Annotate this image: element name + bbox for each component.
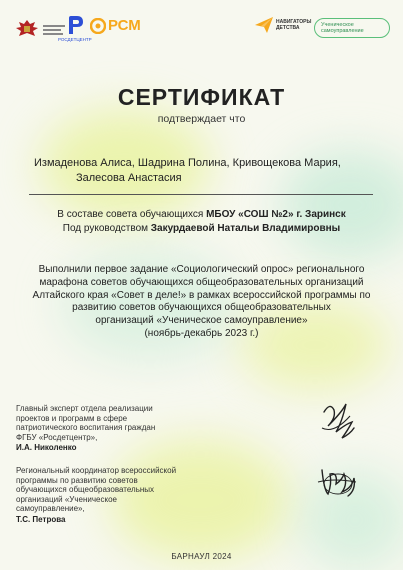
signatory-name: Т.С. Петрова (16, 514, 66, 524)
rsm-text: РСМ (108, 17, 141, 34)
task-line: марафона советов обучающихся общеобразовательных организаций (39, 276, 364, 288)
navigators-text: НАВИГАТОРЫ ДЕТСТВА (276, 19, 312, 31)
task-description (4, 264, 399, 341)
rsm-logo (90, 17, 141, 34)
council-line (0, 208, 403, 222)
names-line-1: Измаденова Алиса, Шадрина Полина, Кривощекова Мария, (34, 157, 341, 169)
signature-block-coordinator (16, 466, 236, 525)
signature-block-expert (16, 404, 236, 453)
names-line-2: Залесова Анастасия (76, 172, 182, 184)
signature-role-line: организаций «Ученическое (16, 494, 117, 504)
task-line: организаций «Ученическое самоуправление» (95, 315, 308, 327)
signature-role-line: Главный эксперт отдела реализации (16, 404, 153, 413)
leader-line (0, 222, 403, 236)
council-prefix: В составе совета обучающихся (57, 209, 207, 220)
handwritten-signature-1 (316, 398, 360, 448)
signature-role-line: патриотического воспитания граждан (16, 423, 156, 433)
header-logos (0, 0, 403, 62)
signatory-name: И.А. Николенко (16, 443, 77, 453)
paper-plane-icon (254, 16, 274, 34)
roskidcenter-icon (64, 14, 86, 36)
names-underline (29, 194, 373, 195)
certificate-title: СЕРТИФИКАТ (117, 84, 286, 110)
city-year: БАРНАУЛ 2024 (171, 552, 232, 561)
roskidcenter-logo (58, 14, 92, 42)
recipient-names (34, 156, 374, 186)
navigators-logo (254, 16, 316, 34)
school-name: МБОУ «СОШ №2» г. Заринск (206, 209, 346, 220)
self-government-text: Ученическое самоуправление (321, 21, 364, 34)
certificate-subtitle: подтверждает что (157, 113, 246, 125)
council-info (0, 208, 403, 235)
handwritten-signature-2 (314, 460, 360, 504)
task-line: (ноябрь-декабрь 2023 г.) (144, 327, 259, 339)
task-line: Алтайского края «Совет в деле!» в рамках всероссийской программы по (32, 289, 371, 301)
rsm-icon (90, 18, 106, 34)
leader-name: Закурдаевой Натальи Владимировны (150, 222, 341, 234)
leader-prefix: Под руководством (62, 222, 151, 234)
eagle-emblem-icon (13, 18, 41, 42)
signature-role-line: программы по развитию советов (16, 475, 138, 485)
signature-role-line: самоуправление», (16, 504, 85, 514)
self-government-logo (314, 18, 390, 38)
signature-role-line: Региональный координатор всероссийской (16, 466, 177, 475)
signature-role-line: проектов и программ в сфере (16, 413, 128, 423)
task-line: Выполнили первое задание «Социологический опрос» регионального (38, 264, 365, 275)
task-line: развитию советов обучающихся общеобразовательных (72, 302, 331, 314)
signature-role-line: ФГБУ «Росдетцентр», (16, 432, 98, 442)
signature-role-line: обучающихся общеобразовательных (16, 485, 155, 495)
roskidcenter-text: РОСДЕТЦЕНТР (58, 37, 92, 42)
